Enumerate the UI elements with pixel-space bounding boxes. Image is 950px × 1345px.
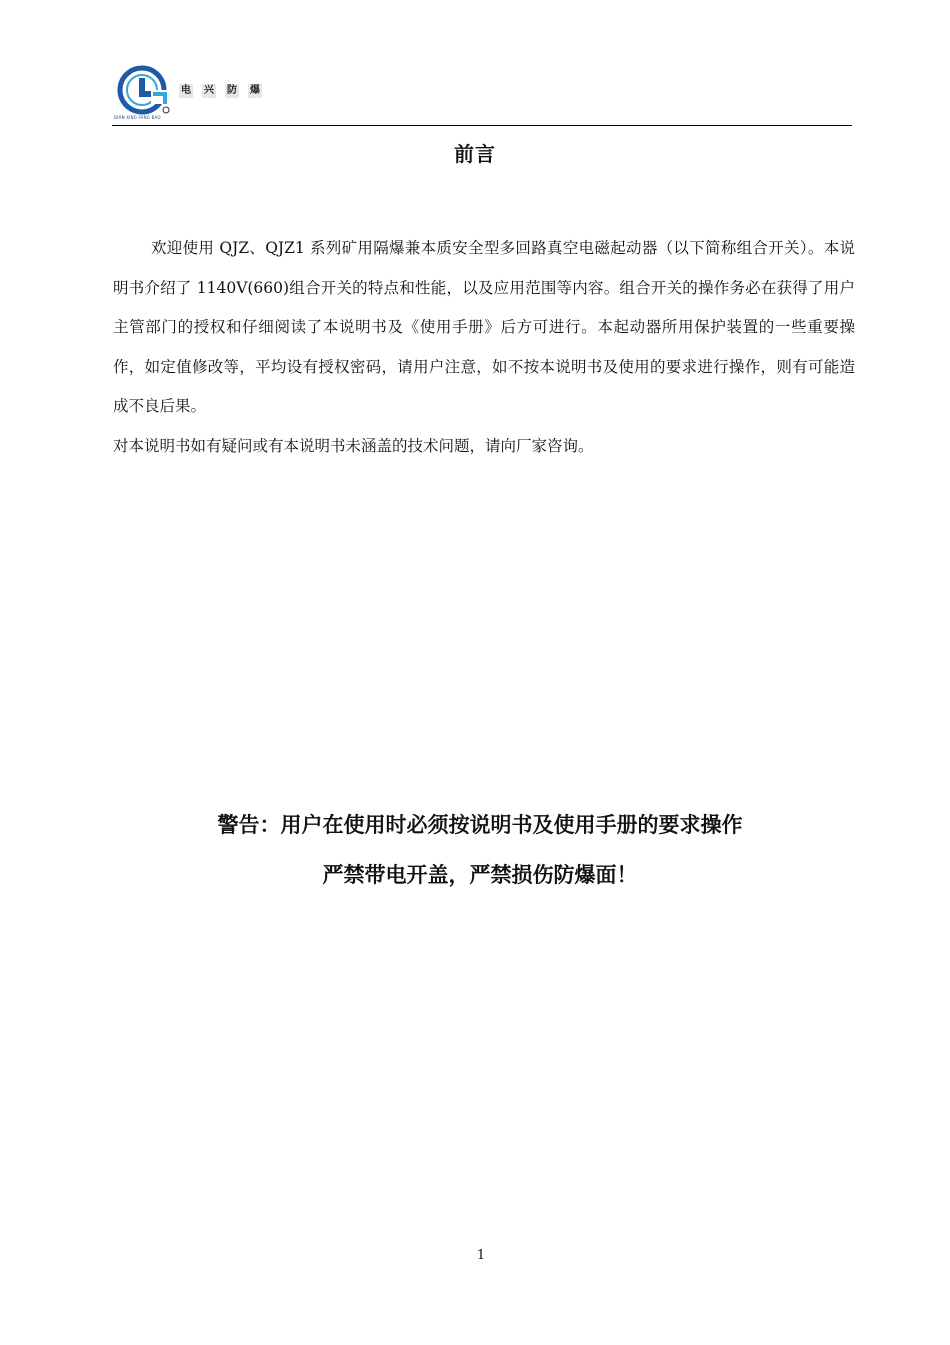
warning-line-2: 严禁带电开盖，严禁损伤防爆面！ [322, 863, 638, 887]
preface-paragraph: 欢迎使用 QJZ、QJZ1 系列矿用隔爆兼本质安全型多回路真空电磁起动器（以下简称组合开关）。本说明书介绍了 1140V(660)组合开关的特点和性能，以及应用范围等内容。组合开关的操作务必在获得了用户主管部门的授权和仔细阅读了本说明书及《使用手册》后方可进行。本起动器所用保护装置的一些重要操作，如定值修改等，平均设有授权密码，请用户注意，如不按本说明书及使用的要求进行操作，则有可能造成不良后果。 [113, 239, 855, 415]
preface-body [113, 229, 855, 466]
company-char: 兴 [204, 85, 214, 96]
company-logo [117, 64, 171, 122]
company-char: 电 [181, 85, 191, 96]
logo-tagline: DIAN XING FANG BAO [114, 115, 161, 120]
page-title: 前言 [454, 142, 496, 166]
company-char: 爆 [250, 85, 260, 96]
header-rule [112, 125, 852, 126]
page-header [112, 62, 852, 128]
company-char: 防 [227, 85, 237, 96]
company-name [179, 84, 262, 98]
preface-paragraph: 对本说明书如有疑问或有本说明书未涵盖的技术问题，请向厂家咨询。 [113, 436, 594, 455]
page-number: 1 [476, 1248, 486, 1263]
warning-line-1: 警告：用户在使用时必须按说明书及使用手册的要求操作 [217, 813, 743, 837]
